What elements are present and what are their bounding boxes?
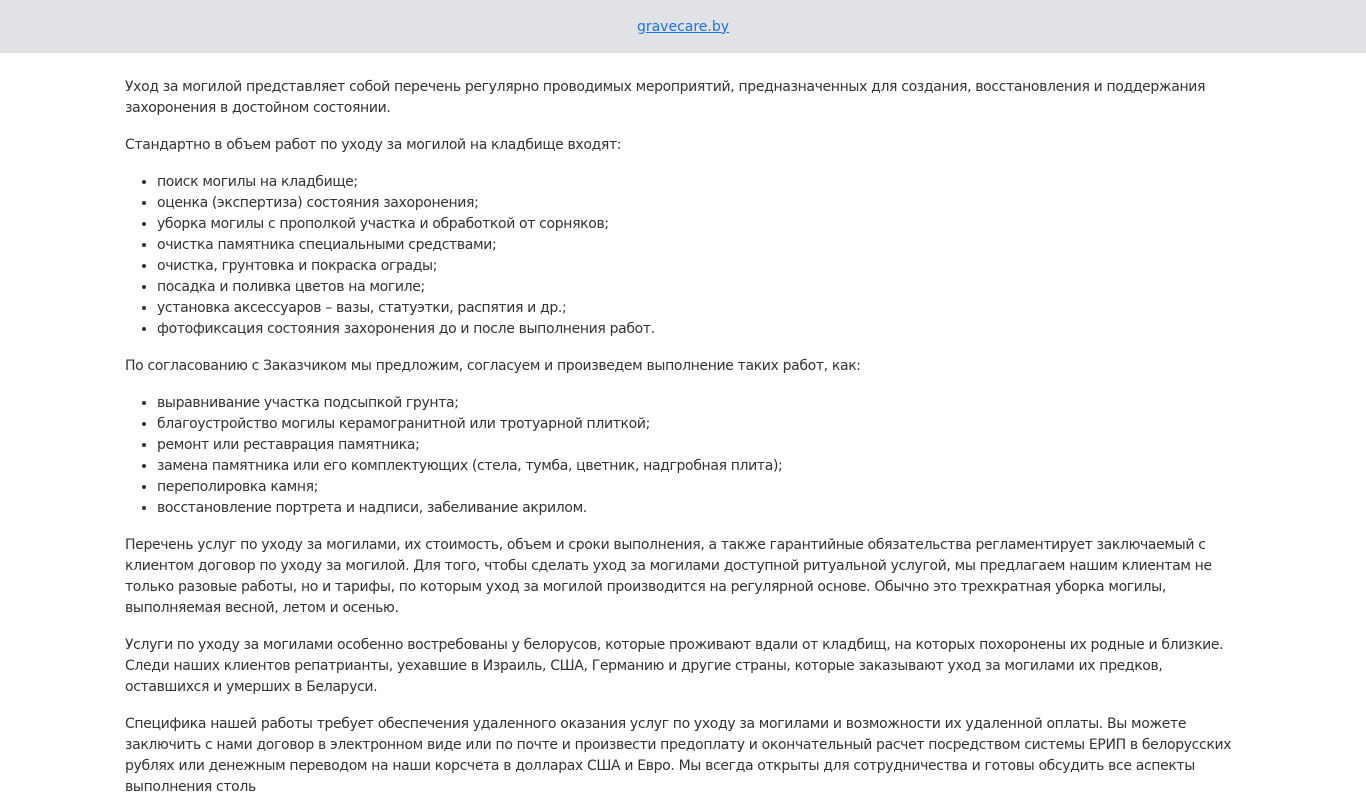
contract-paragraph: Перечень услуг по уходу за могилами, их стоимость, объем и сроки выполнения, а также гарантийные обязательства регламентирует заключаемый с клиентом договор по уходу за могилой. Для того, чтобы сделать уход за могилами доступной ритуальной услугой, мы предлагаем нашим клиентам не только разовые работы, но и тарифы, по которым уход за могилой производится на регулярной основе. Обычно это трехкратная уборка могилы, выполняемая весной, летом и осенью.: [125, 537, 1212, 616]
list-item: • фотофиксация состояния захоронения до и после выполнения работ.: [157, 319, 1241, 340]
list-item: • благоустройство могилы керамогранитной или тротуарной плиткой;: [157, 414, 1241, 435]
list-item: • очистка памятника специальными средствами;: [157, 235, 1241, 256]
list-item: • переполировка камня;: [157, 477, 1241, 498]
list-item: • восстановление портрета и надписи, забеливание акрилом.: [157, 498, 1241, 519]
site-link[interactable]: gravecare.by: [636, 18, 730, 35]
list-item: • установка аксессуаров – вазы, статуэтки, распятия и др.;: [157, 298, 1241, 319]
list-item: • замена памятника или его комплектующих (стела, тумба, цветник, надгробная плита);: [157, 456, 1241, 477]
list-item: • выравнивание участка подсыпкой грунта;: [157, 393, 1241, 414]
list-item: • уборка могилы с прополкой участка и обработкой от сорняков;: [157, 214, 1241, 235]
list-item: • ремонт или реставрация памятника;: [157, 435, 1241, 456]
article-content: [125, 53, 1241, 798]
extra-works-list: [125, 393, 1241, 519]
standard-works-list: [125, 172, 1241, 340]
demand-paragraph: Услуги по уходу за могилами особенно востребованы у белорусов, которые проживают вдали от кладбищ, на которых похоронены их родные и близкие. Следи наших клиентов репатрианты, уехавшие в Израиль, США, Германию и другие страны, которые заказывают уход за могилами их предков, оставшихся и умерших в Беларуси.: [125, 637, 1224, 695]
list-item: • оценка (экспертиза) состояния захоронения;: [157, 193, 1241, 214]
list-item: • очистка, грунтовка и покраска ограды;: [157, 256, 1241, 277]
top-bar: [0, 0, 1366, 53]
list-item: • посадка и поливка цветов на могиле;: [157, 277, 1241, 298]
extra-works-heading: По согласованию с Заказчиком мы предложим, согласуем и произведем выполнение таких работ, как:: [125, 358, 861, 374]
list-item: • поиск могилы на кладбище;: [157, 172, 1241, 193]
intro-paragraph: Уход за могилой представляет собой перечень регулярно проводимых мероприятий, предназначенных для создания, восстановления и поддержания захоронения в достойном состоянии.: [125, 79, 1206, 116]
remote-services-paragraph: Специфика нашей работы требует обеспечения удаленного оказания услуг по уходу за могилами и возможности их удаленной оплаты. Вы можете заключить с нами договор в электронном виде или по почте и произвести предоплату и окончательный расчет посредством системы ЕРИП в белорусских рублях или денежным переводом на наши корсчета в долларах США и Евро. Мы всегда открыты для сотрудничества и готовы обсудить все аспекты выполнения столь: [125, 716, 1232, 795]
standard-works-heading: Стандартно в объем работ по уходу за могилой на кладбище входят:: [125, 137, 622, 153]
